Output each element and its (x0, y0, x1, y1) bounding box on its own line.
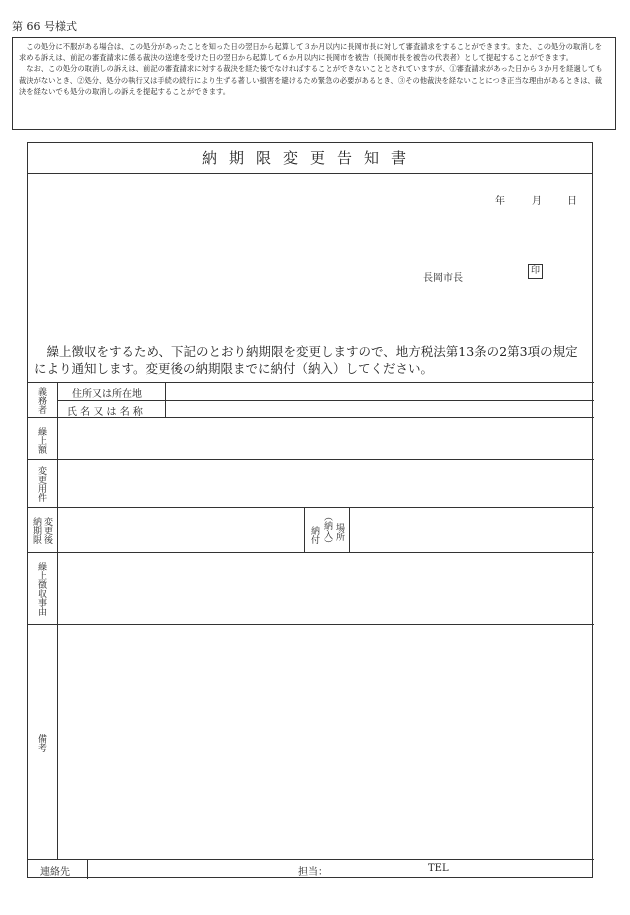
payment-place-label-3: 納付 (309, 526, 319, 544)
address-label: 住所又は所在地 (72, 389, 142, 400)
name-label: 氏 名 又 は 名 称 (67, 407, 143, 418)
table-rule (304, 507, 305, 552)
table-rule (349, 507, 350, 552)
form-number: 第 66 号様式 (12, 20, 77, 33)
table-rule (57, 400, 594, 401)
table-rule (165, 382, 166, 417)
tel-label: TEL (428, 863, 449, 874)
table-rule (28, 507, 594, 508)
table-rule (28, 552, 594, 553)
payment-place-label-1: 場所 (334, 523, 344, 541)
appeal-notice-paragraph-1: この処分に不服がある場合は、この処分があったことを知った日の翌日から起算して３か月以内に長岡市長に対して審査請求をすることができます。また、この処分の取消しを求める訴えは、前記の審査請求に係る裁決の送達を受けた日の翌日から起算して６か月以内に長岡市を被告（長岡市長を被告の代表者）として提起することができます。 (19, 42, 603, 63)
payment-place-label-2: （納入） (322, 512, 332, 548)
seal-mark: 印 (528, 264, 543, 279)
table-rule (28, 459, 594, 460)
items-label: 変更用件 (36, 466, 46, 502)
remarks-label: 備考 (36, 734, 46, 752)
table-rule (87, 859, 88, 879)
table-rule (28, 382, 594, 383)
intro-text: 繰上徴収をするため、下記のとおり納期限を変更しますので、地方税法第13条の2第3項の規定により通知します。変更後の納期限までに納付（納入）してください。 (34, 344, 578, 376)
obligor-label: 義務者 (36, 386, 46, 414)
table-rule (28, 624, 594, 625)
form-title: 納期限変更告知書 (28, 143, 592, 174)
date-month-label: 月 (532, 196, 542, 207)
table-rule (57, 382, 58, 859)
due-date-label: 納期限 (31, 516, 41, 544)
amount-label: 繰上額 (36, 426, 46, 454)
contact-label: 連絡先 (40, 867, 70, 878)
reason-label: 繰上徴収事由 (36, 562, 46, 616)
appeal-notice-box (12, 37, 616, 130)
date-day-label: 日 (567, 196, 577, 207)
mayor-label: 長岡市長 (423, 273, 463, 284)
appeal-notice-paragraph-2: なお、この処分の取消しの訴えは、前記の審査請求に対する裁決を経た後でなければすることができないこととされていますが、①審査請求があった日から３か月を経過しても裁決がないとき、②処分、処分の執行又は手続の続行により生ずる著しい損害を避けるため緊急の必要があるとき、③その他裁決を経ないことにつき正当な理由があるときは、裁決を経ないでも処分の取消しの訴えを提起することができます。 (19, 64, 603, 96)
changed-after-label: 変更後 (42, 516, 52, 544)
person-in-charge-label: 担当： (298, 867, 328, 878)
date-year-label: 年 (495, 196, 505, 207)
notice-form (27, 142, 593, 878)
table-rule (28, 859, 594, 860)
